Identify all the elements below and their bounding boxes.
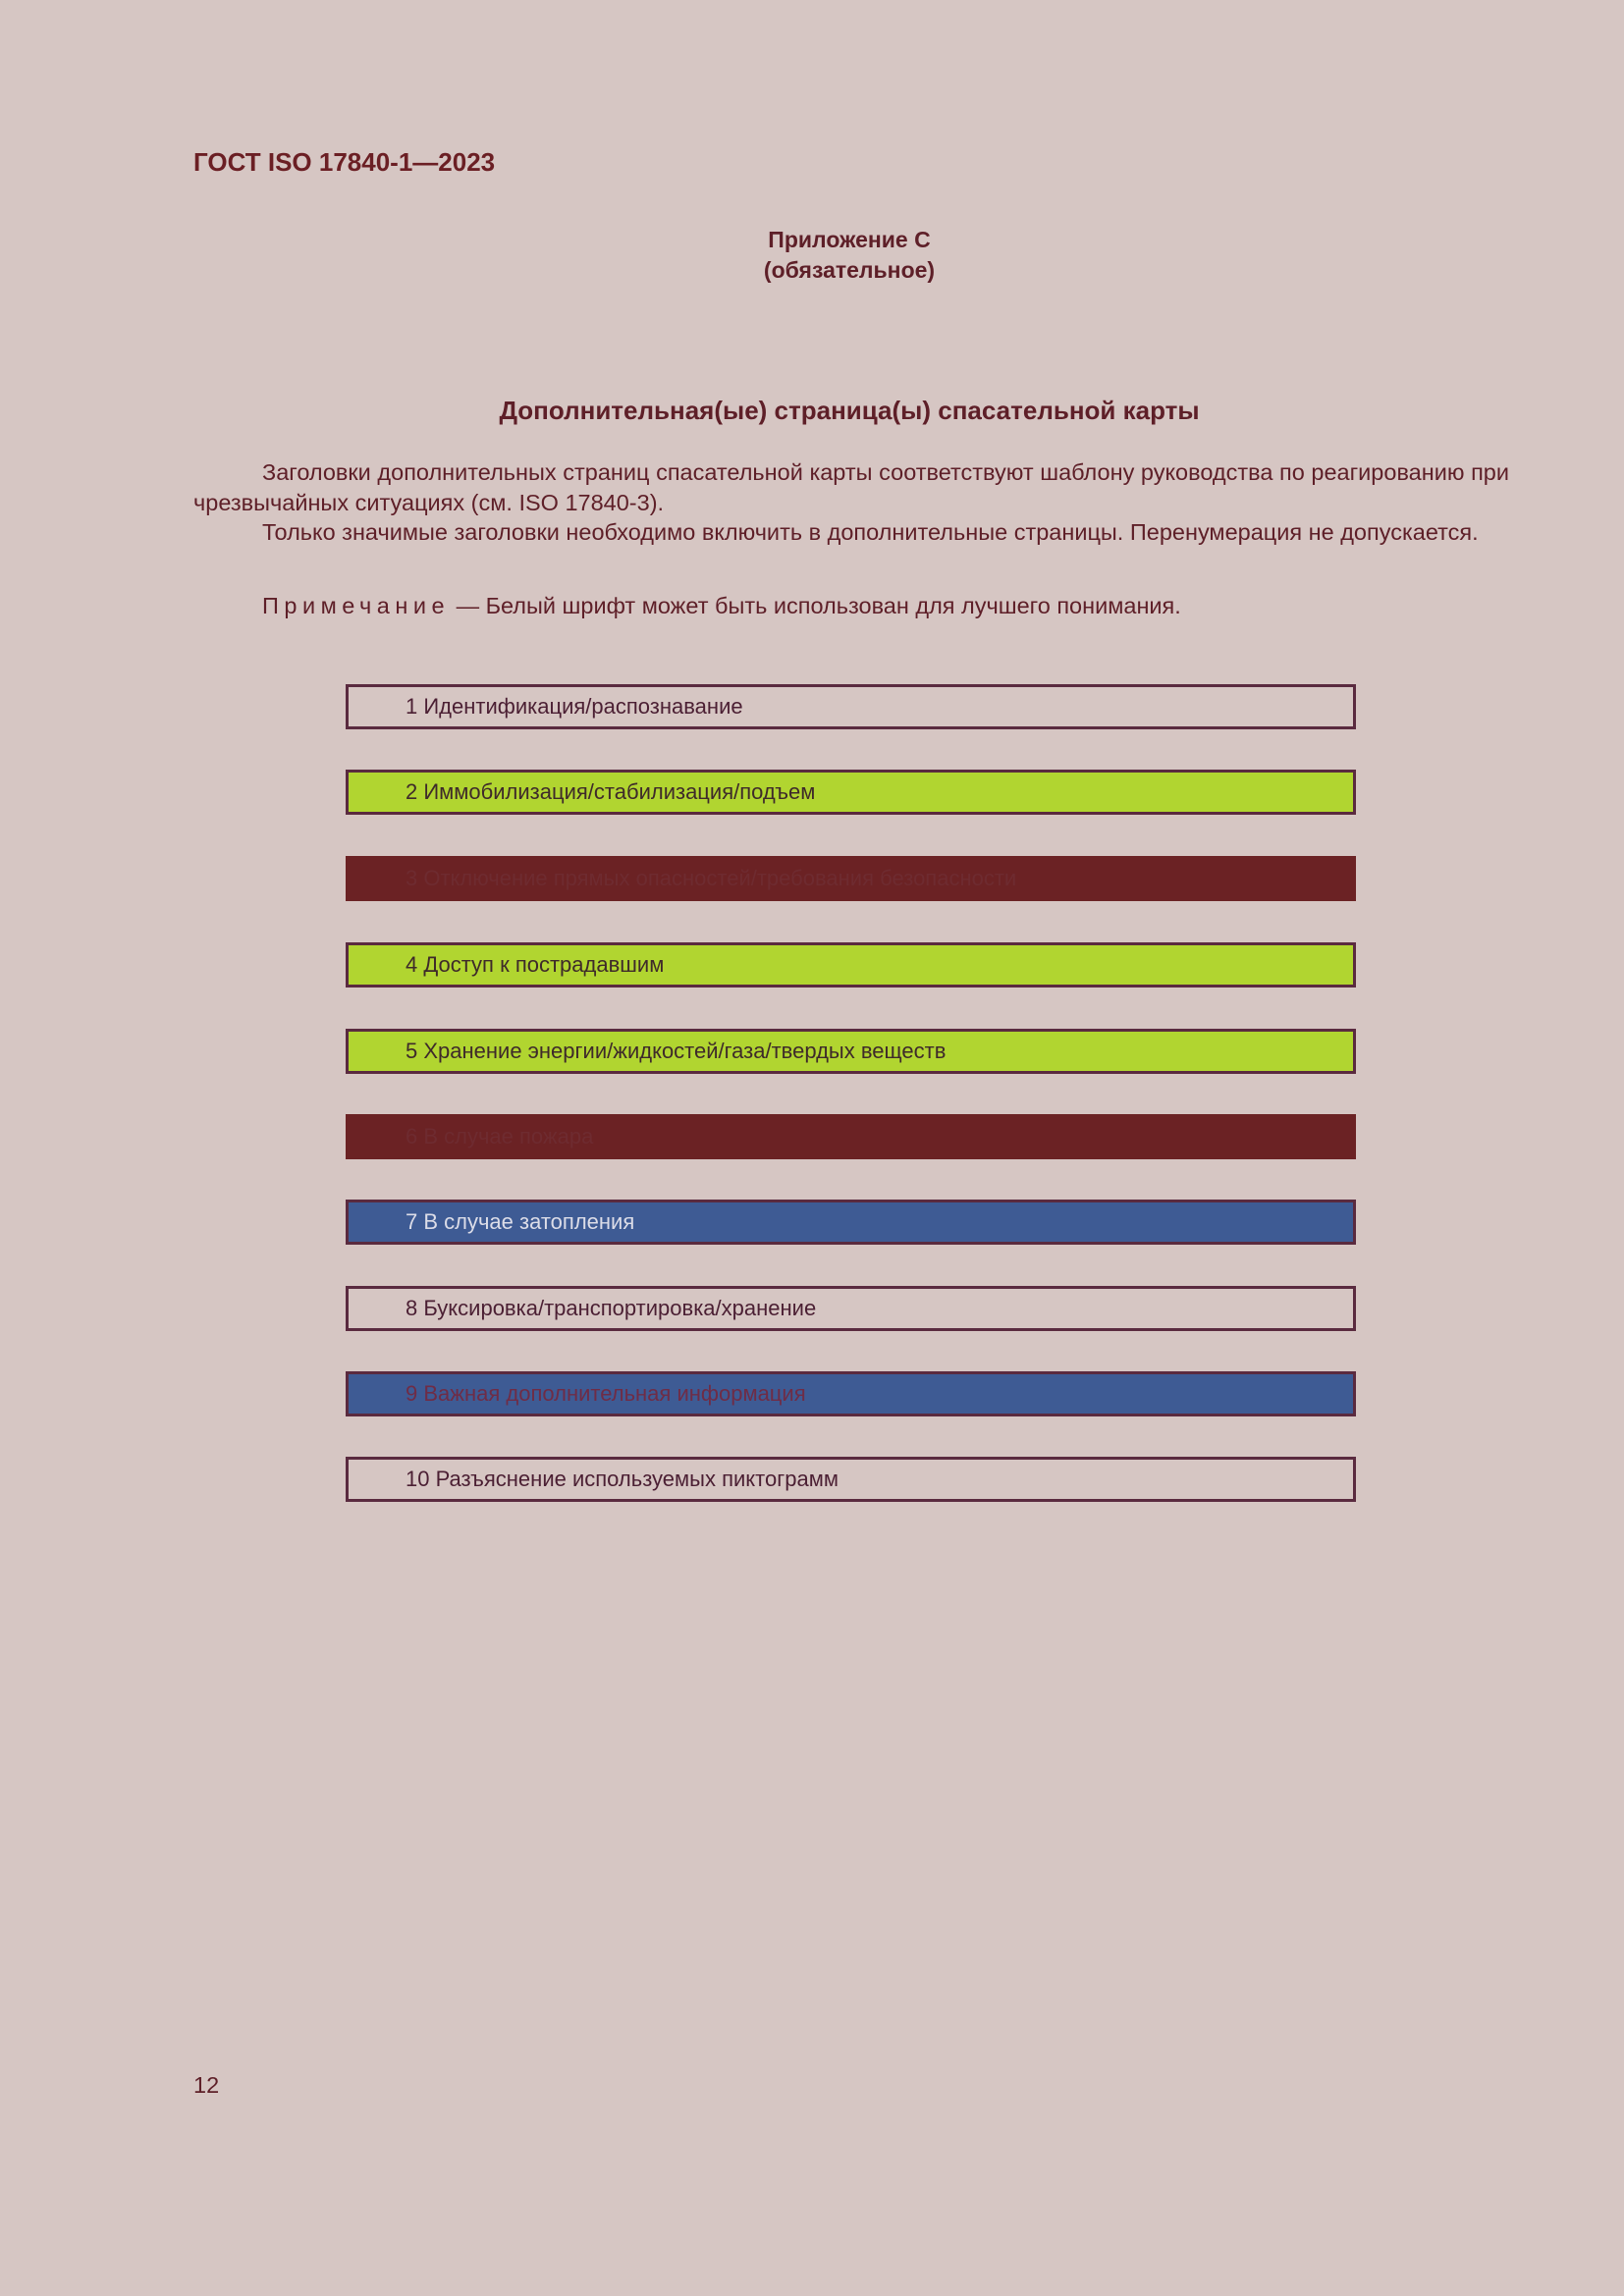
annex-heading <box>0 225 1624 286</box>
note <box>262 593 1181 619</box>
heading-bar-access-occupants: 4 Доступ к пострадавшим <box>346 942 1356 988</box>
annex-status: (обязательное) <box>763 257 936 283</box>
paragraph: Заголовки дополнительных страниц спасательной карты соответствуют шаблону руководства по реагированию при чрезвычайных ситуациях (см. ISO 17840-3). <box>193 459 1509 515</box>
heading-bar-stored-energy: 5 Хранение энергии/жидкостей/газа/твердых веществ <box>346 1029 1356 1074</box>
heading-bar-towing: 8 Буксировка/транспортировка/хранение <box>346 1286 1356 1331</box>
section-title: Дополнительная(ые) страница(ы) спасательной карты <box>499 396 1200 425</box>
page-number: 12 <box>193 2072 220 2098</box>
note-label: Примечание <box>262 593 451 618</box>
heading-bar-disable-hazards: 3 Отключение прямых опасностей/требования безопасности <box>346 856 1356 901</box>
heading-bar-identification: 1 Идентификация/распознавание <box>346 684 1356 729</box>
heading-bar-immobilisation: 2 Иммобилизация/стабилизация/подъем <box>346 770 1356 815</box>
document-code: ГОСТ ISO 17840-1—2023 <box>193 147 496 177</box>
note-text: — Белый шрифт может быть использован для лучшего понимания. <box>456 593 1181 618</box>
annex-title: Приложение С <box>768 227 931 252</box>
paragraph: Только значимые заголовки необходимо включить в дополнительные страницы. Перенумерация не допускается. <box>262 519 1479 545</box>
heading-bar-fire: 6 В случае пожара <box>346 1114 1356 1159</box>
body-text <box>193 457 1509 548</box>
heading-bar-important-info: 9 Важная дополнительная информация <box>346 1371 1356 1416</box>
heading-bar-pictograms: 10 Разъяснение используемых пиктограмм <box>346 1457 1356 1502</box>
heading-bar-submersion: 7 В случае затопления <box>346 1200 1356 1245</box>
